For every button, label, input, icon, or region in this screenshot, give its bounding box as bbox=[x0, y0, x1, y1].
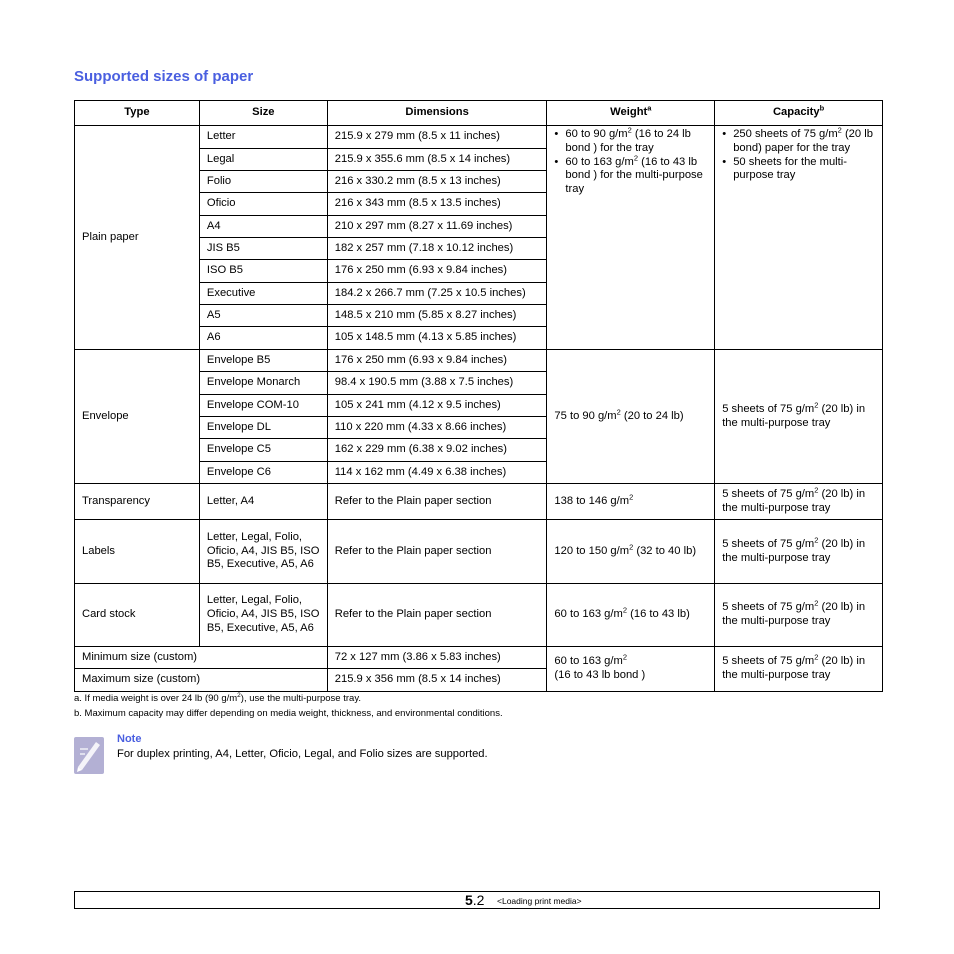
dimension-cell: Refer to the Plain paper section bbox=[327, 584, 547, 647]
size-cell: Letter, Legal, Folio, Oficio, A4, JIS B5, ISO B5, Executive, A5, A6 bbox=[199, 584, 327, 647]
dimension-cell: 72 x 127 mm (3.86 x 5.83 inches) bbox=[327, 647, 547, 669]
type-envelope: Envelope bbox=[75, 350, 200, 484]
dimension-cell: 176 x 250 mm (6.93 x 9.84 inches) bbox=[327, 350, 547, 372]
dimension-cell: 176 x 250 mm (6.93 x 9.84 inches) bbox=[327, 260, 547, 283]
header-type: Type bbox=[75, 101, 200, 126]
header-weight: Weight$^a$ bbox=[547, 101, 715, 126]
dimension-cell: 162 x 229 mm (6.38 x 9.02 inches) bbox=[327, 439, 547, 462]
capacity-cell: 5 sheets of 75 $g/m^2$ (20 lb) in the multi-purpose tray bbox=[715, 484, 883, 520]
weight-plain-paper bbox=[547, 126, 715, 350]
size-cell: Envelope Monarch bbox=[199, 372, 327, 395]
minimum-size-label: Minimum size (custom) bbox=[75, 647, 328, 669]
table-row bbox=[75, 484, 883, 520]
dimension-cell: Refer to the Plain paper section bbox=[327, 520, 547, 584]
size-cell: ISO B5 bbox=[199, 260, 327, 283]
capacity-cell: 5 sheets of 75 $g/m^2$ (20 lb) in the multi-purpose tray bbox=[715, 520, 883, 584]
size-cell: Envelope B5 bbox=[199, 350, 327, 372]
size-cell: Envelope C5 bbox=[199, 439, 327, 462]
size-cell: Oficio bbox=[199, 193, 327, 216]
dimension-cell: 114 x 162 mm (4.49 x 6.38 inches) bbox=[327, 462, 547, 484]
weight-custom: 60 to 163 $g/m^2$ (16 to 43 lb bond ) bbox=[547, 647, 715, 692]
capacity-cell: 5 sheets of 75 $g/m^2$ (20 lb) in the multi-purpose tray bbox=[715, 584, 883, 647]
page-footer bbox=[74, 891, 880, 909]
size-cell: Envelope COM-10 bbox=[199, 395, 327, 417]
footnote-mark: b bbox=[819, 103, 825, 113]
note-title: Note bbox=[117, 733, 142, 745]
maximum-size-label: Maximum size (custom) bbox=[75, 669, 328, 692]
header-capacity: Capacity$^b$ bbox=[715, 101, 883, 126]
footnote-a: a. If media weight is over 24 lb (90 $g/m^2$), use the multi-purpose tray. bbox=[74, 691, 362, 704]
dimension-cell: Refer to the Plain paper section bbox=[327, 484, 547, 520]
size-cell: Letter, Legal, Folio, Oficio, A4, JIS B5, ISO B5, Executive, A5, A6 bbox=[199, 520, 327, 584]
note-pencil-icon bbox=[74, 737, 104, 774]
table-row bbox=[75, 647, 883, 669]
dimension-cell: 98.4 x 190.5 mm (3.88 x 7.5 inches) bbox=[327, 372, 547, 395]
size-cell: Legal bbox=[199, 149, 327, 171]
weight-cell: 60 to 163 $g/m^2$ (16 to 43 lb) bbox=[547, 584, 715, 647]
size-cell: A6 bbox=[199, 327, 327, 350]
size-cell: Envelope DL bbox=[199, 417, 327, 439]
dimension-cell: 105 x 148.5 mm (4.13 x 5.85 inches) bbox=[327, 327, 547, 350]
type-labels: Labels bbox=[75, 520, 200, 584]
weight-cell: 120 to 150 $g/m^2$ (32 to 40 lb) bbox=[547, 520, 715, 584]
table-row bbox=[75, 520, 883, 584]
size-cell: Letter, A4 bbox=[199, 484, 327, 520]
note-text: For duplex printing, A4, Letter, Oficio, Legal, and Folio sizes are supported. bbox=[117, 748, 488, 760]
size-cell: Envelope C6 bbox=[199, 462, 327, 484]
size-cell: Folio bbox=[199, 171, 327, 193]
table-row bbox=[75, 126, 883, 149]
header-size: Size bbox=[199, 101, 327, 126]
dimension-cell: 110 x 220 mm (4.33 x 8.66 inches) bbox=[327, 417, 547, 439]
dimension-cell: 215.9 x 355.6 mm (8.5 x 14 inches) bbox=[327, 149, 547, 171]
footnote-b: b. Maximum capacity may differ depending on media weight, thickness, and environmental conditions. bbox=[74, 708, 503, 719]
type-plain-paper: Plain paper bbox=[75, 126, 200, 350]
header-dimensions: Dimensions bbox=[327, 101, 547, 126]
dimension-cell: 215.9 x 356 mm (8.5 x 14 inches) bbox=[327, 669, 547, 692]
dimension-cell: 184.2 x 266.7 mm (7.25 x 10.5 inches) bbox=[327, 283, 547, 305]
weight-cell: 138 to 146 $g/m^2$ bbox=[547, 484, 715, 520]
size-cell: A5 bbox=[199, 305, 327, 327]
dimension-cell: 215.9 x 279 mm (8.5 x 11 inches) bbox=[327, 126, 547, 149]
capacity-custom: 5 sheets of 75 $g/m^2$ (20 lb) in the multi-purpose tray bbox=[715, 647, 883, 692]
list-item: • 50 sheets for the multi-purpose tray bbox=[722, 156, 875, 184]
size-cell: A4 bbox=[199, 216, 327, 238]
type-transparency: Transparency bbox=[75, 484, 200, 520]
size-cell: Executive bbox=[199, 283, 327, 305]
footnote-mark: a bbox=[647, 103, 652, 113]
list-item: • 250 sheets of 75 $g/m^2$ (20 lb bond) paper for the tray bbox=[722, 128, 875, 156]
chapter-title: <Loading print media> bbox=[497, 896, 582, 906]
dimension-cell: 148.5 x 210 mm (5.85 x 8.27 inches) bbox=[327, 305, 547, 327]
table-header-row bbox=[75, 101, 883, 126]
dimension-cell: 105 x 241 mm (4.12 x 9.5 inches) bbox=[327, 395, 547, 417]
table-row bbox=[75, 584, 883, 647]
type-card-stock: Card stock bbox=[75, 584, 200, 647]
size-cell: JIS B5 bbox=[199, 238, 327, 260]
dimension-cell: 216 x 343 mm (8.5 x 13.5 inches) bbox=[327, 193, 547, 216]
page-number: 5.2 bbox=[465, 892, 485, 908]
page-title: Supported sizes of paper bbox=[74, 68, 254, 85]
dimension-cell: 182 x 257 mm (7.18 x 10.12 inches) bbox=[327, 238, 547, 260]
paper-sizes-table bbox=[74, 100, 883, 692]
list-item: • 60 to 163 $g/m^2$ (16 to 43 lb bond ) for the multi-purpose tray bbox=[554, 156, 707, 197]
capacity-plain-paper bbox=[715, 126, 883, 350]
dimension-cell: 216 x 330.2 mm (8.5 x 13 inches) bbox=[327, 171, 547, 193]
dimension-cell: 210 x 297 mm (8.27 x 11.69 inches) bbox=[327, 216, 547, 238]
weight-envelope: 75 to 90 $g/m^2$ (20 to 24 lb) bbox=[547, 350, 715, 484]
capacity-envelope: 5 sheets of 75 $g/m^2$ (20 lb) in the multi-purpose tray bbox=[715, 350, 883, 484]
list-item: • 60 to 90 $g/m^2$ (16 to 24 lb bond ) for the tray bbox=[554, 128, 707, 156]
size-cell: Letter bbox=[199, 126, 327, 149]
table-row bbox=[75, 350, 883, 372]
